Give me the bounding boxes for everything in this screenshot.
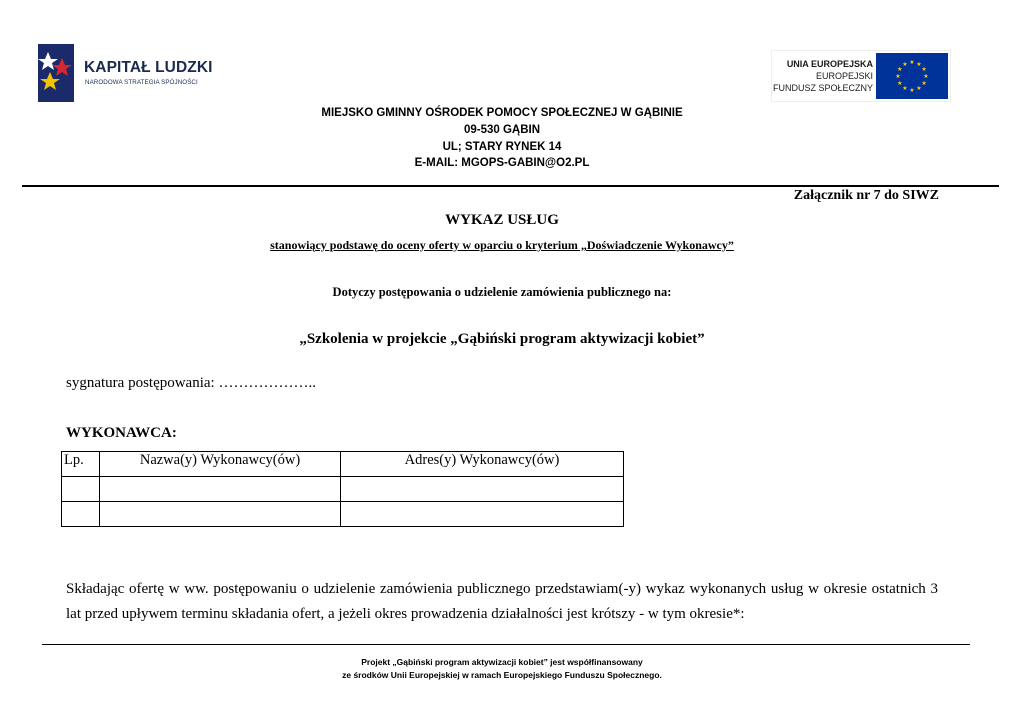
eu-star-icon: ★ xyxy=(902,61,908,68)
eu-star-icon: ★ xyxy=(916,61,922,68)
eu-flag-icon xyxy=(876,53,948,99)
declaration-paragraph: Składając ofertę w ww. postępowaniu o udzielenie zamówienia publicznego przedstawiam(-y) wykaz wykonanych usług w okresie ostatnich 3 lat przed upływem terminu składania ofert, a jeżeli okres prowadzenia działalności jest krótszy - w tym okresie*: xyxy=(66,581,938,622)
header-email: E-MAIL: MGOPS-GABIN@O2.PL xyxy=(414,157,590,169)
kapital-ludzki-logo xyxy=(38,44,213,102)
table-cell[interactable] xyxy=(62,502,100,527)
kapital-ludzki-emblem-icon xyxy=(38,44,74,102)
eu-logo xyxy=(771,50,951,102)
eu-logo-line1: UNIA EUROPEJSKA xyxy=(786,59,873,69)
eu-star-icon: ★ xyxy=(909,60,915,66)
table-cell[interactable] xyxy=(341,477,624,502)
eu-star-icon: ★ xyxy=(916,86,922,93)
header-street: UL; STARY RYNEK 14 xyxy=(442,141,562,153)
logo-tagline: NARODOWA STRATEGIA SPÓJNOŚCI xyxy=(85,79,198,86)
signature-line: sygnatura postępowania: ……………….. xyxy=(66,375,316,391)
table-cell[interactable] xyxy=(100,502,341,527)
header-institution: MIEJSKO GMINNY OŚRODEK POMOCY SPOŁECZNEJ W GĄBINIE xyxy=(321,107,683,119)
eu-logo-line2: EUROPEJSKI xyxy=(815,71,873,81)
document-subtitle: stanowiący podstawę do oceny oferty w oparciu o kryterium „Doświadczenie Wykonawcy” xyxy=(270,238,734,252)
header-name: Nazwa(y) Wykonawcy(ów) xyxy=(100,452,341,477)
table-cell[interactable] xyxy=(341,502,624,527)
eu-star-icon: ★ xyxy=(897,81,903,87)
eu-star-icon: ★ xyxy=(923,74,929,80)
eu-star-icon: ★ xyxy=(895,74,901,80)
document-title: WYKAZ USŁUG xyxy=(445,212,559,228)
annex-label: Załącznik nr 7 do SIWZ xyxy=(793,188,939,203)
project-name: „Szkolenia w projekcie „Gąbiński program aktywizacji kobiet” xyxy=(299,331,705,347)
eu-logo-line3: FUNDUSZ SPOŁECZNY xyxy=(772,83,873,93)
eu-star-icon: ★ xyxy=(921,81,927,87)
header-address: Adres(y) Wykonawcy(ów) xyxy=(341,452,624,477)
table-header-row xyxy=(62,452,624,477)
eu-logo-text xyxy=(773,58,873,94)
logo-name: KAPITAŁ LUDZKI xyxy=(84,59,213,76)
footer-divider xyxy=(42,644,970,645)
header-postcode: 09-530 GĄBIN xyxy=(463,124,541,136)
contractor-table xyxy=(61,451,624,527)
footer-line1: Projekt „Gąbiński program aktywizacji kobiet” jest współfinansowany xyxy=(361,657,643,667)
eu-star-icon: ★ xyxy=(897,67,903,73)
eu-star-icon: ★ xyxy=(902,86,908,93)
footer-line2: ze środków Unii Europejskiej w ramach Europejskiego Funduszu Społecznego. xyxy=(342,670,662,680)
table-row xyxy=(62,477,624,502)
table-cell[interactable] xyxy=(62,477,100,502)
concerns-text: Dotyczy postępowania o udzielenie zamówienia publicznego na: xyxy=(332,285,672,299)
eu-star-icon: ★ xyxy=(909,88,915,94)
eu-star-icon: ★ xyxy=(921,67,927,73)
contractor-heading: WYKONAWCA: xyxy=(66,425,177,441)
header-lp: Lp. xyxy=(62,452,100,477)
header-divider xyxy=(22,185,999,187)
table-cell[interactable] xyxy=(100,477,341,502)
table-row xyxy=(62,502,624,527)
